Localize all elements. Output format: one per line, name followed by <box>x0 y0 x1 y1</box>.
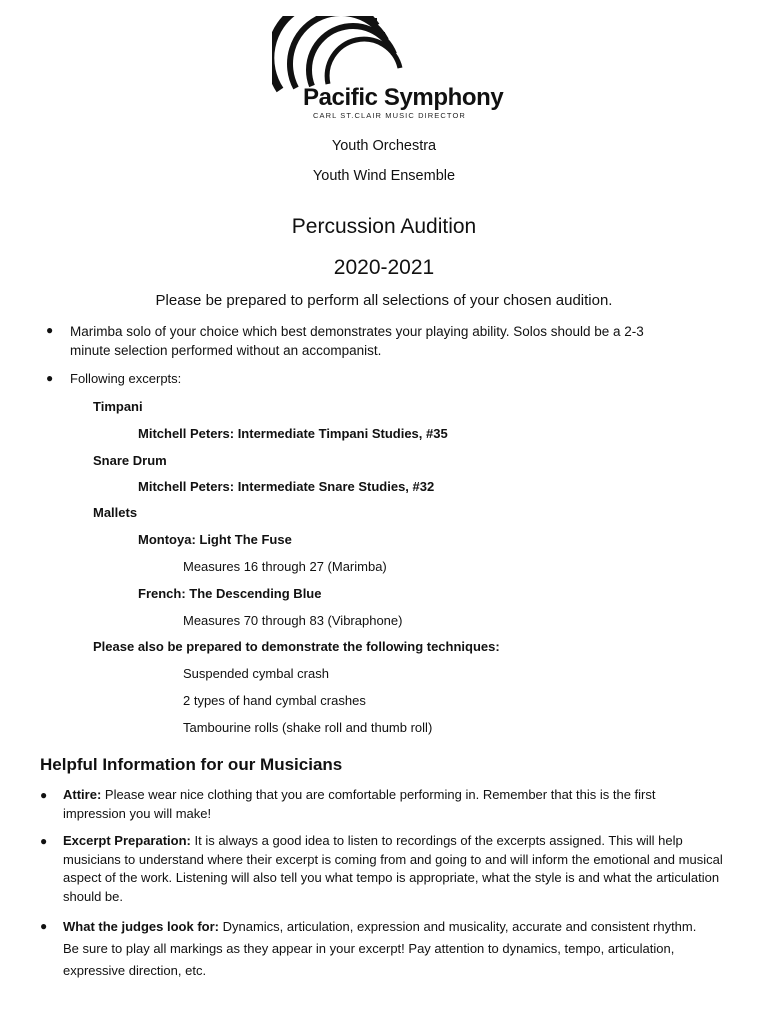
helpful-attire <box>63 786 713 823</box>
helpful-info-heading: Helpful Information for our Musicians <box>40 755 343 774</box>
page-title: Percussion Audition <box>291 215 477 238</box>
mallets-piece-1: Montoya: Light The Fuse <box>138 532 292 547</box>
bullet-marimba-line2: minute selection performed without an accompanist. <box>70 343 382 358</box>
bullet-icon: ● <box>46 371 54 385</box>
mallets-heading: Mallets <box>93 505 138 520</box>
snare-piece: Mitchell Peters: Intermediate Snare Studies, #32 <box>138 479 435 494</box>
bullet-icon: ● <box>40 834 48 848</box>
timpani-piece: Mitchell Peters: Intermediate Timpani Studies, #35 <box>138 426 448 441</box>
mallets-measures-2: Measures 70 through 83 (Vibraphone) <box>183 613 403 628</box>
ensemble-youth-orchestra: Youth Orchestra <box>331 138 437 154</box>
attire-label: Attire: <box>63 787 102 802</box>
excerpt-prep-text: It is always a good idea to listen to recordings of the excerpts assigned. This will help musicians to understand where their excerpt is coming from and going to and will inform the emotional and musical aspect of the work. Listening will also tell you what tempo is appropriate, what the style is and what the articulation should be. <box>63 833 723 904</box>
snare-heading: Snare Drum <box>93 453 167 468</box>
mallets-measures-1: Measures 16 through 27 (Marimba) <box>183 559 387 574</box>
brand-name: Pacific Symphony <box>303 84 504 111</box>
helpful-excerpt-prep <box>63 832 733 906</box>
bullet-following-excerpts: Following excerpts: <box>70 371 182 386</box>
judges-text: Dynamics, articulation, expression and musicality, accurate and consistent rhythm. Be sure to play all markings as they appear in your excerpt! Pay attention to dynamics, tempo, articulation, expressive direction, etc. <box>63 919 697 978</box>
technique-item: 2 types of hand cymbal crashes <box>183 693 366 708</box>
technique-item: Suspended cymbal crash <box>183 666 329 681</box>
techniques-heading: Please also be prepared to demonstrate the following techniques: <box>93 639 500 654</box>
ensemble-youth-wind: Youth Wind Ensemble <box>312 168 456 184</box>
bullet-marimba-line1: Marimba solo of your choice which best demonstrates your playing ability. Solos should be a 2-3 <box>70 324 644 339</box>
intro-text: Please be prepared to perform all selections of your chosen audition. <box>155 292 613 309</box>
timpani-heading: Timpani <box>93 399 143 414</box>
helpful-judges <box>63 916 713 982</box>
season-year: 2020-2021 <box>333 256 435 279</box>
attire-text: Please wear nice clothing that you are comfortable performing in. Remember that this is the first impression you will make! <box>63 787 656 821</box>
bullet-icon: ● <box>40 919 48 933</box>
bullet-icon: ● <box>40 788 48 802</box>
brand-subtitle: CARL ST.CLAIR MUSIC DIRECTOR <box>313 111 466 120</box>
judges-label: What the judges look for: <box>63 919 219 934</box>
mallets-piece-2: French: The Descending Blue <box>138 586 322 601</box>
bullet-icon: ● <box>46 323 54 337</box>
excerpt-prep-label: Excerpt Preparation: <box>63 833 191 848</box>
technique-item: Tambourine rolls (shake roll and thumb roll) <box>183 720 433 735</box>
